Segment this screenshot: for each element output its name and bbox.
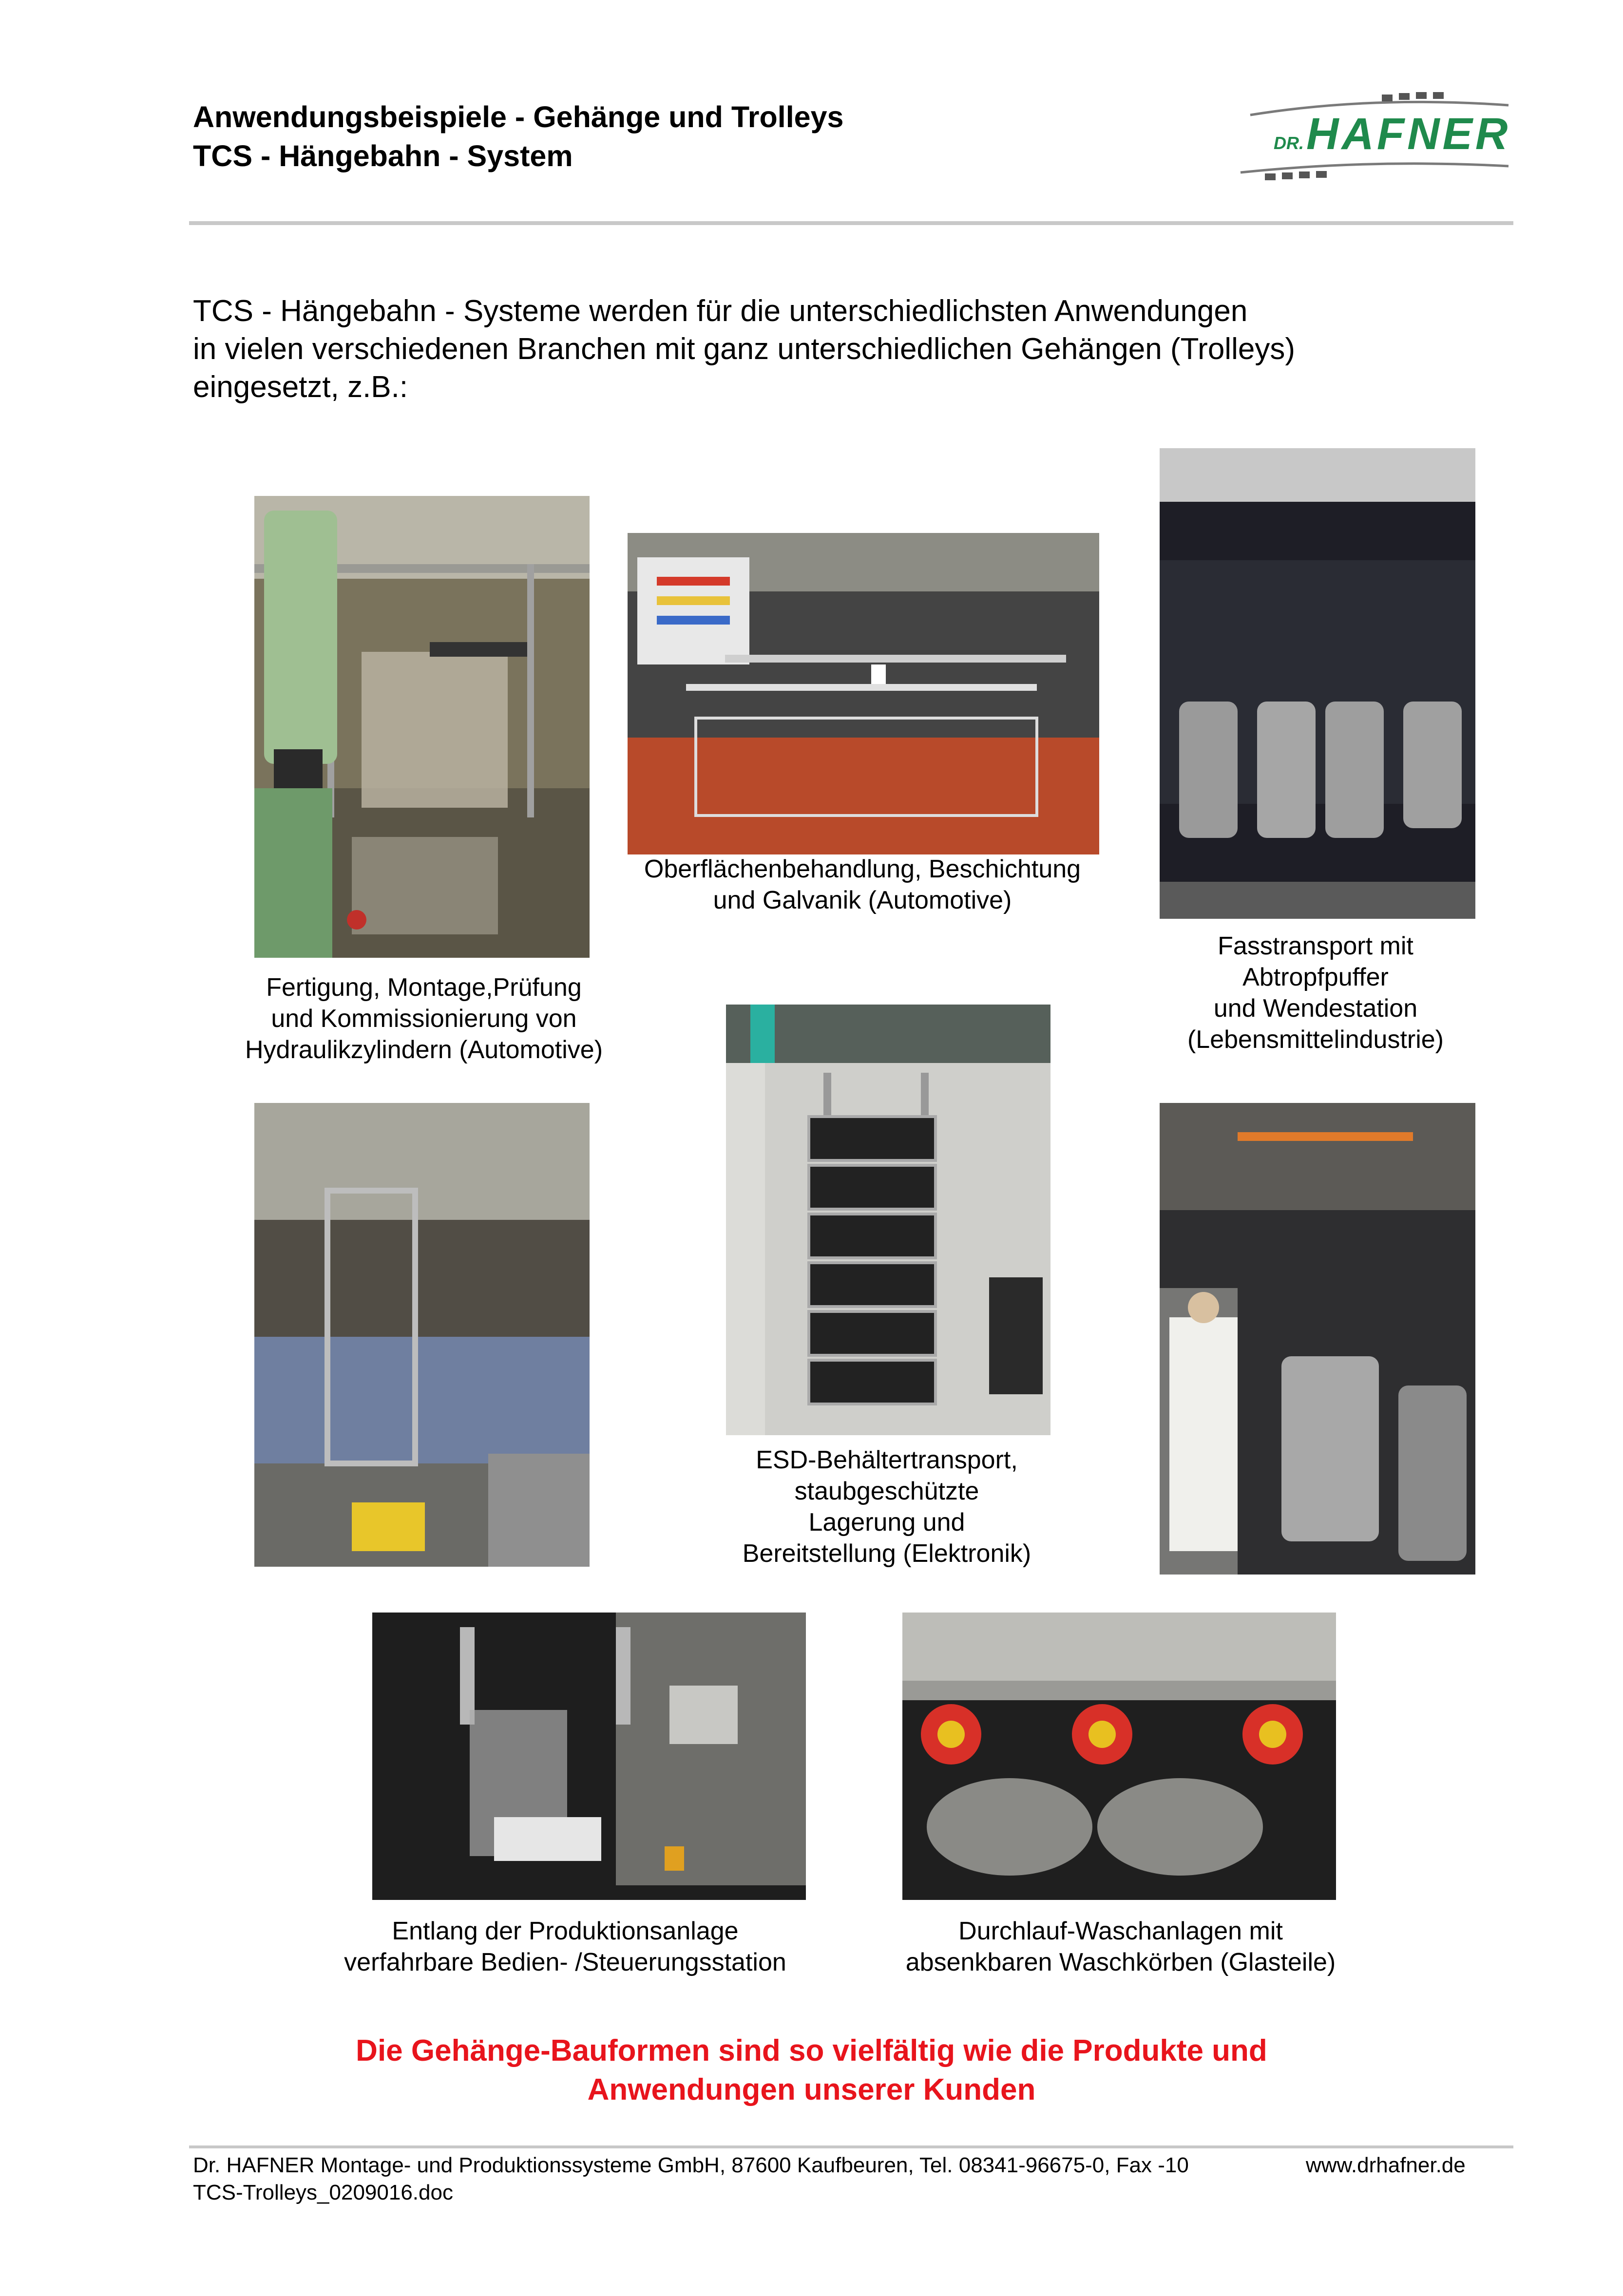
title-line-1: Anwendungsbeispiele - Gehänge und Trolleys	[193, 100, 844, 133]
caption-line: (Lebensmittelindustrie)	[1187, 1025, 1444, 1054]
caption-line: Abtropfpuffer	[1242, 963, 1389, 991]
caption-line: verfahrbare Bedien- /Steuerungsstation	[344, 1948, 786, 1976]
caption-line: Bereitstellung (Elektronik)	[742, 1539, 1031, 1568]
logo-name: HAFNER	[1306, 109, 1511, 159]
footer-website[interactable]: www.drhafner.de	[1306, 2153, 1466, 2177]
caption-line: Oberflächenbehandlung, Beschichtung	[644, 855, 1081, 883]
intro-line-1: TCS - Hängebahn - Systeme werden für die unterschiedlichsten Anwendungen	[193, 294, 1248, 328]
caption-esd	[692, 1444, 1082, 1569]
photo-worker-barrel	[1160, 1103, 1475, 1575]
caption-bedien	[322, 1916, 809, 1978]
photo-hydraulic-cylinders	[254, 496, 590, 958]
document-title	[193, 97, 843, 175]
caption-line: Durchlauf-Waschanlagen mit	[958, 1917, 1283, 1945]
photo-galvanik	[628, 533, 1099, 854]
logo-graphic	[1236, 86, 1513, 193]
photo-assembly-hall	[254, 1103, 590, 1567]
caption-fass	[1121, 930, 1510, 1055]
caption-line: staubgeschützte	[794, 1477, 979, 1505]
footer-company: Dr. HAFNER Montage- und Produktionssysteme GmbH, 87600 Kaufbeuren, Tel. 08341-96675-0, Fax -10	[193, 2153, 1189, 2177]
closing-statement	[0, 2031, 1623, 2109]
photo-esd-containers	[726, 1005, 1050, 1435]
caption-line: Entlang der Produktionsanlage	[392, 1917, 739, 1945]
caption-line: Fasstransport mit	[1218, 932, 1413, 960]
intro-line-3: eingesetzt, z.B.:	[193, 370, 408, 404]
title-line-2: TCS - Hängebahn - System	[193, 139, 573, 172]
caption-line: und Kommissionierung von	[271, 1005, 577, 1033]
caption-line: und Galvanik (Automotive)	[713, 886, 1012, 914]
footer-divider	[189, 2145, 1513, 2148]
photo-wash-baskets	[902, 1613, 1336, 1900]
caption-galvanik	[619, 854, 1106, 916]
caption-line: Lagerung und	[808, 1508, 965, 1537]
footer-filename: TCS-Trolleys_0209016.doc	[193, 2181, 453, 2204]
photo-fasstransport	[1160, 448, 1475, 919]
closing-line-2: Anwendungen unserer Kunden	[587, 2073, 1036, 2106]
company-logo	[1236, 86, 1513, 193]
caption-line: Fertigung, Montage,Prüfung	[266, 973, 582, 1002]
intro-paragraph	[193, 292, 1508, 406]
caption-line: ESD-Behältertransport,	[756, 1446, 1018, 1474]
closing-line-1: Die Gehänge-Bauformen sind so vielfältig wie die Produkte und	[356, 2034, 1267, 2068]
caption-line: Hydraulikzylindern (Automotive)	[245, 1036, 603, 1064]
photo-control-station	[372, 1613, 806, 1900]
logo-prefix: DR.	[1274, 133, 1304, 153]
caption-line: absenkbaren Waschkörben (Glasteile)	[905, 1948, 1336, 1976]
header-divider	[189, 221, 1513, 225]
caption-line: und Wendestation	[1213, 994, 1418, 1023]
caption-hydraulik	[234, 972, 614, 1065]
caption-wasch	[877, 1916, 1364, 1978]
intro-line-2: in vielen verschiedenen Branchen mit ganz unterschiedlichen Gehängen (Trolleys)	[193, 332, 1295, 366]
